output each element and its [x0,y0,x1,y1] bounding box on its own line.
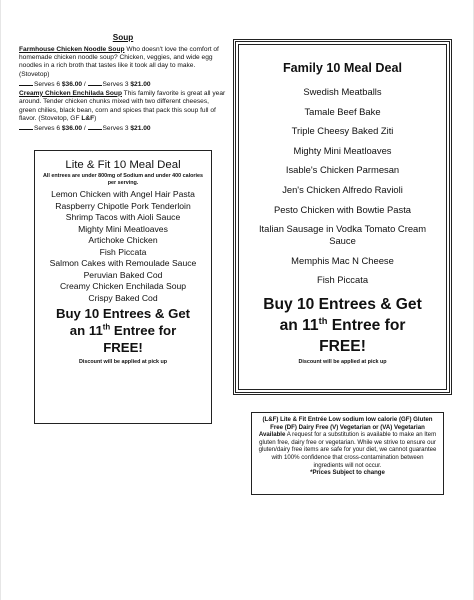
order-blank-large[interactable] [19,79,33,86]
promo-line-1: Buy 10 Entrees & Get [55,306,191,321]
promo-line-2-post: Entree for [327,316,406,334]
price-small: $21.00 [130,81,151,89]
list-item: Jen's Chicken Alfredo Ravioli [282,183,403,195]
list-item: Isable's Chicken Parmesan [285,164,400,176]
order-blank-large[interactable] [19,123,33,130]
promo-line-2-post: Entree for [110,323,177,338]
serves-small: Serves 3 [102,125,131,133]
soup-entry-enchilada [19,90,227,134]
family-meal-box [233,39,452,395]
list-item: Memphis Mac N Cheese [291,254,394,266]
lite-fit-subtitle: All entrees are under 800mg of Sodium and under 400 calories per serving. [43,173,203,186]
legend-abbreviations: (L&F) Lite & Fit Entrée Low sodium low calorie (GF) Gluten Free (DF) Dairy Free (V) Vegetarian or (VA) Vegetarian Available [258,416,433,439]
promo-line-2 [239,315,446,336]
lite-fit-box [34,150,212,424]
list-item: Mighty Mini Meatloaves [293,144,392,156]
promo-line-3: FREE! [103,340,143,355]
soup-heading: Soup [112,33,134,42]
promo-line-2 [35,322,211,339]
list-item: Salmon Cakes with Remoulade Sauce [49,258,197,268]
list-item: Peruvian Baked Cod [83,269,163,280]
legend-price-note: *Prices Subject to change [310,469,385,477]
list-item: Swedish Meatballs [303,86,382,97]
list-item: Pesto Chicken with Bowtie Pasta [273,203,412,215]
soup-section [19,33,227,134]
list-item: Fish Piccata [99,246,147,257]
lite-fit-promo [35,305,211,356]
lite-fit-list [35,189,211,304]
price-small: $21.00 [130,125,151,133]
family-meal-list [239,86,446,286]
soup-entry-farmhouse [19,46,227,90]
list-item: Tamale Beef Bake [304,105,381,117]
family-meal-inner-frame [238,44,447,390]
serves-small: Serves 3 [102,81,131,89]
list-item: Mighty Mini Meatloaves [78,223,168,234]
promo-line-2-pre: an 11 [279,316,319,334]
soup-description-end: ) [94,115,97,122]
price-separator: / [82,125,88,133]
price-large: $36.00 [61,81,83,89]
diet-tag: L&F [81,115,95,122]
promo-superscript: th [318,315,328,326]
list-item: Fish Piccata [316,274,369,286]
soup-description: This family favorite is great all year around. Tender chicken chunks mixed with two different cheeses, green chilies, black bean, corn and spices that pack this soup full of flavor. (Stovetop, GF [19,89,226,122]
soup-name: Farmhouse Chicken Noodle Soup [19,45,125,53]
family-meal-discount-note: Discount will be applied at pick up [298,358,387,365]
lite-fit-title: Lite & Fit 10 Meal Deal [65,159,181,171]
list-item: Triple Cheesy Baked Ziti [291,125,394,137]
order-blank-small[interactable] [88,123,102,130]
list-item: Creamy Chicken Enchilada Soup [59,281,187,291]
soup-description: Who doesn't love the comfort of homemade chicken noodle soup? Chicken, veggies, and wide egg noodles in a rich broth that tastes like it took all day to make. (Stovetop) [19,45,219,78]
promo-line-2-pre: an 11 [69,323,103,338]
serves-large: Serves 6 [34,125,62,133]
legend-body: A request for a substitution is available to make an Item gluten free, dairy free or vegetarian. While we strive to ensure our gluten/dairy free items are safe for your diet, we cannot guarantee with 100% confidence that cross-contamination between ingredients will not occur. [258,431,437,469]
price-separator: / [82,81,88,89]
list-item: Lemon Chicken with Angel Hair Pasta [51,189,195,199]
family-meal-title: Family 10 Meal Deal [282,61,402,75]
list-item: Italian Sausage in Vodka Tomato Cream Sauce [258,223,427,247]
order-blank-small[interactable] [88,79,102,86]
list-item: Artichoke Chicken [88,235,158,245]
promo-line-1: Buy 10 Entrees & Get [263,295,422,313]
lite-fit-discount-note: Discount will be applied at pick up [78,359,168,365]
promo-line-3: FREE! [319,337,366,355]
list-item: Shrimp Tacos with Aioli Sauce [65,212,181,222]
list-item: Raspberry Chipotle Pork Tenderloin [55,200,191,211]
family-meal-promo [239,294,446,357]
soup-name: Creamy Chicken Enchilada Soup [19,89,122,97]
diet-legend-box [251,412,444,495]
list-item: Crispy Baked Cod [88,292,158,303]
price-large: $36.00 [61,125,83,133]
serves-large: Serves 6 [34,81,62,89]
promo-superscript: th [102,322,111,332]
